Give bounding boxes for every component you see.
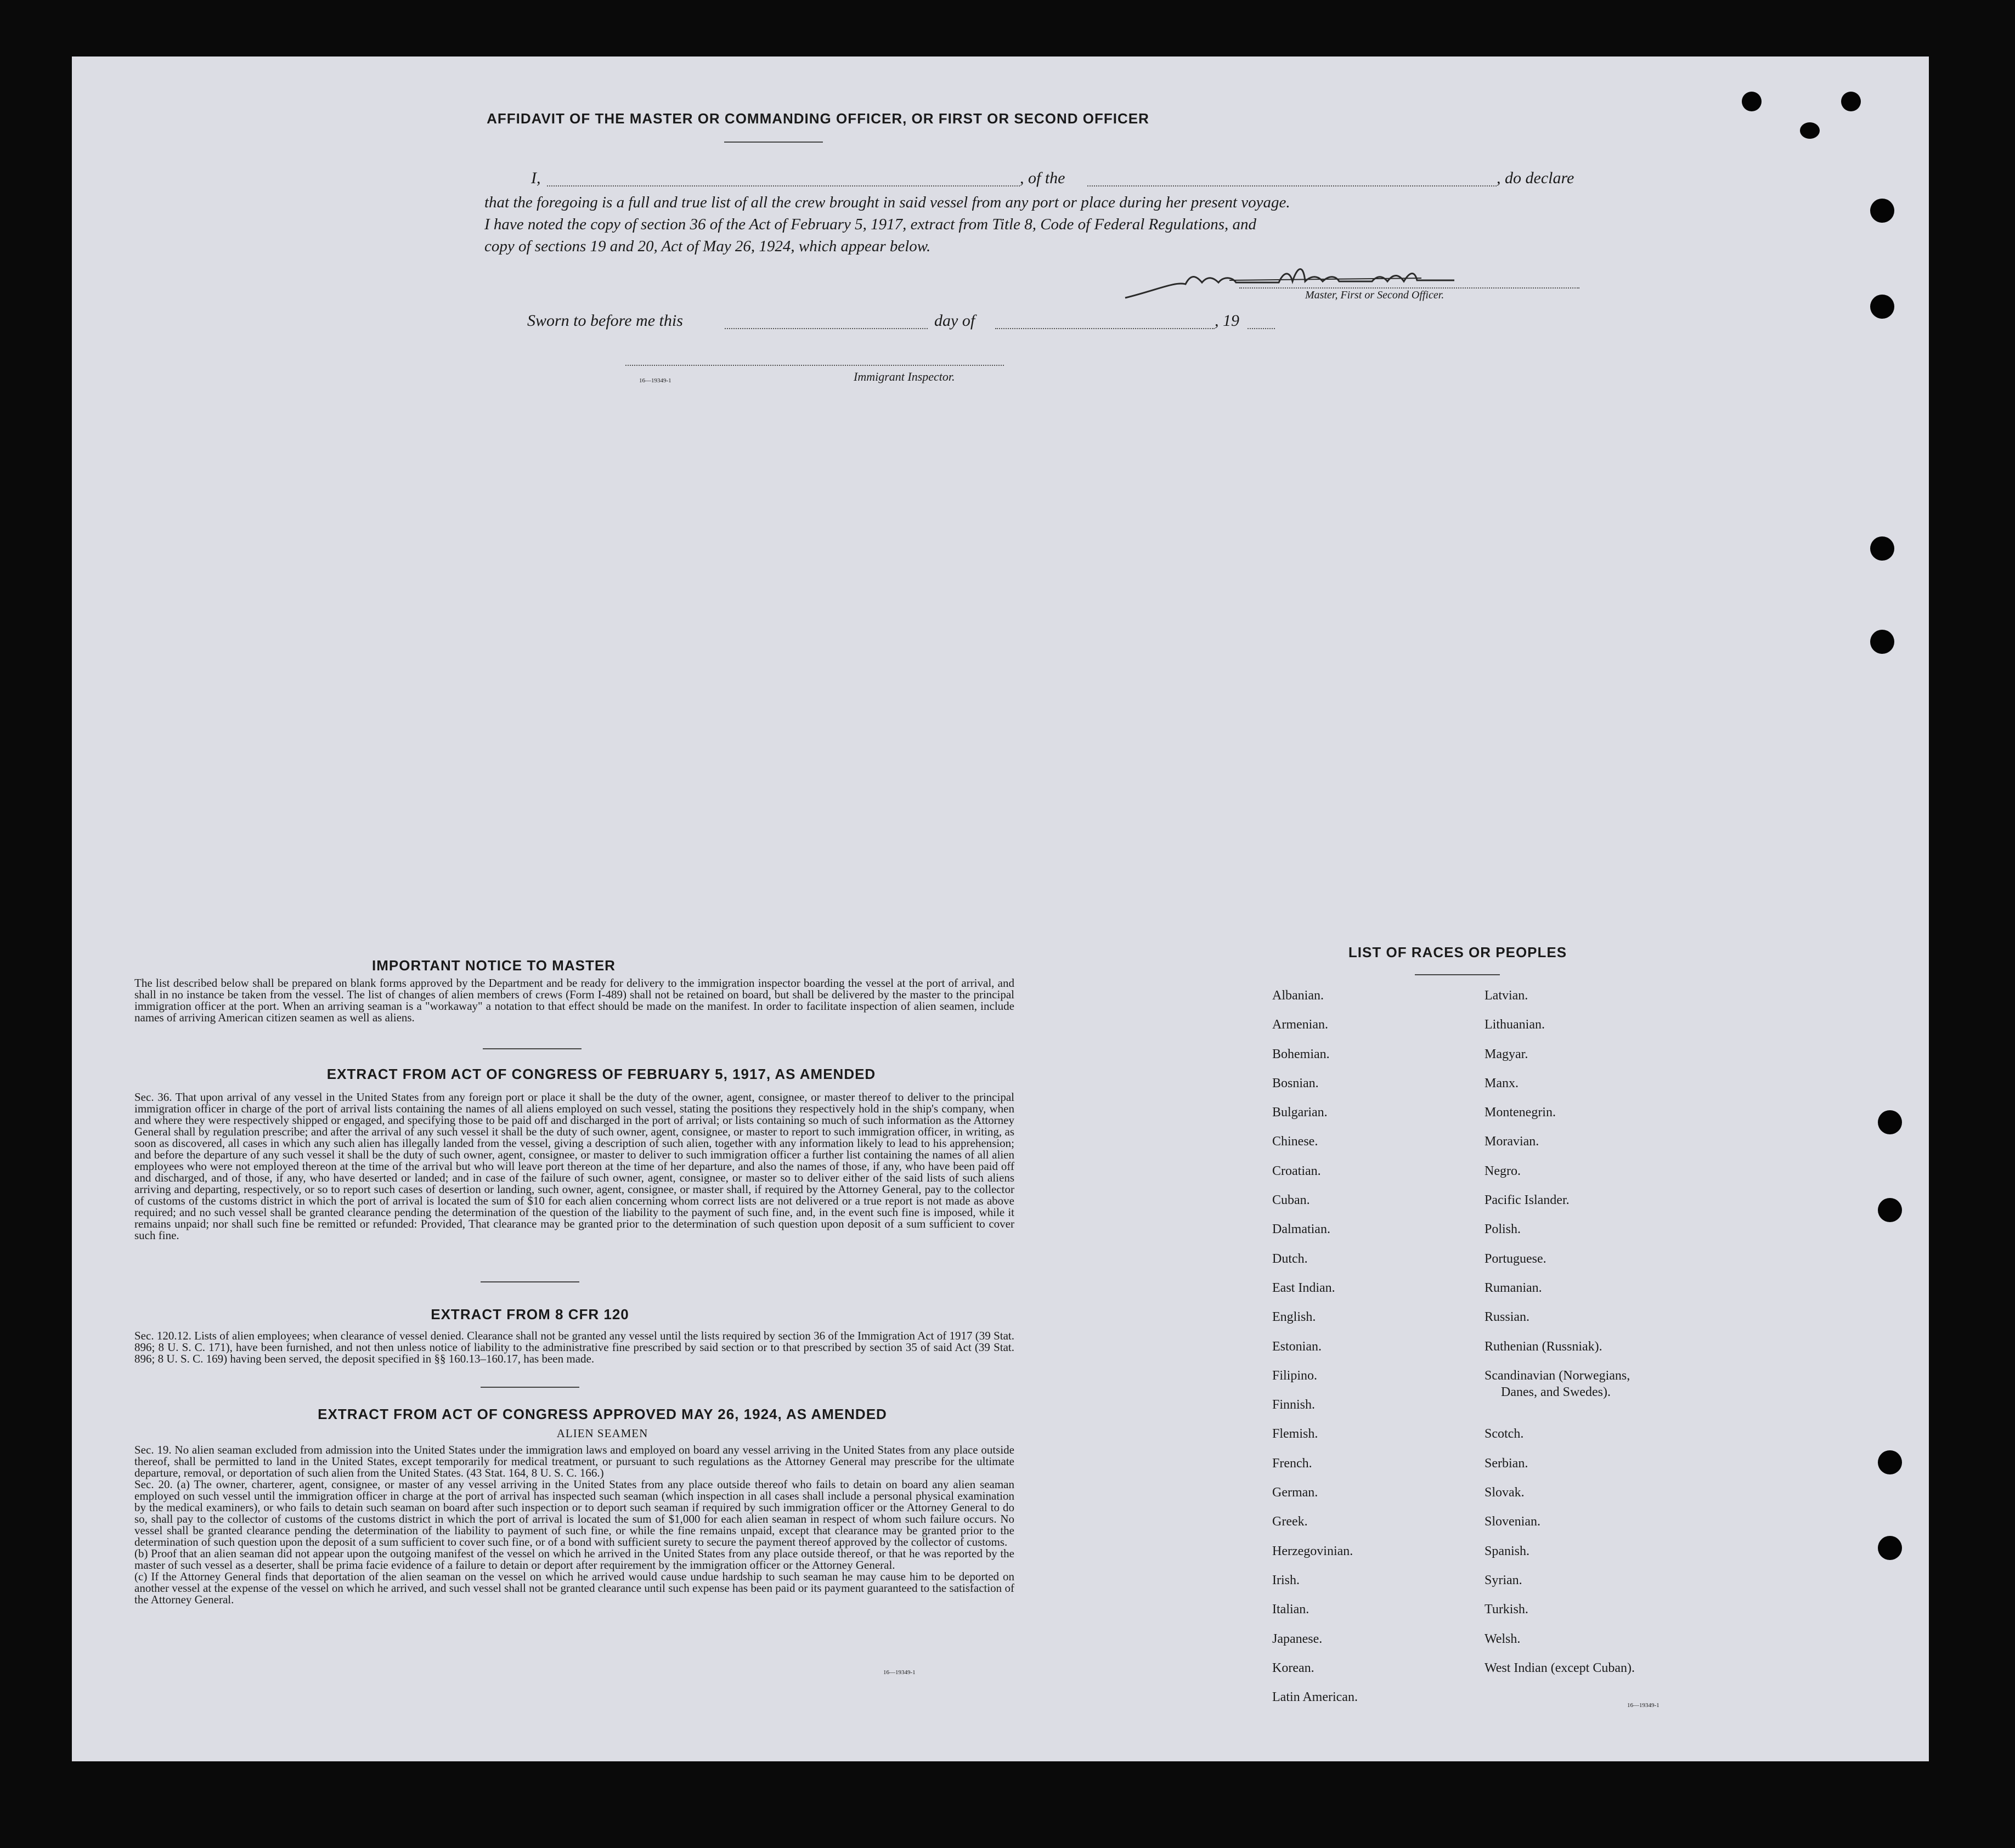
form-number-top: 16—19349-1	[639, 377, 671, 384]
race-entry: Russian.	[1485, 1310, 1530, 1325]
punch-hole	[1878, 1450, 1902, 1474]
race-entry: Welsh.	[1485, 1631, 1521, 1646]
race-entry: Croatian.	[1272, 1163, 1321, 1178]
race-entry: German.	[1272, 1485, 1318, 1500]
extract-1917-title: EXTRACT FROM ACT OF CONGRESS OF FEBRUARY 5, 1917, AS AMENDED	[326, 1066, 876, 1082]
race-entry: Dalmatian.	[1272, 1222, 1330, 1237]
notice-title: IMPORTANT NOTICE TO MASTER	[372, 957, 616, 974]
race-entry: Ruthenian (Russniak).	[1485, 1339, 1602, 1354]
label-sworn: Sworn to before me this	[527, 312, 683, 330]
extract-1917-body: Sec. 36. That upon arrival of any vessel in the United States from any foreign port or place it shall be the duty of the owner, agent, consignee, or master thereof to deliver to the principal immigration officer in charge of the port of arrival lists containing the names of all aliens employed on such vessel, stating the positions they respectively hold in the ship's company, when and where they were respectively shipped or engaged, and specifying those to be paid off and discharged in the port of arrival; or lists containing so much of such information as the Attorney General shall by regulation prescribe; and after the arrival of any such vessel it shall be the duty of such owner, agent, consignee, or master to report to such immigration officer, in writing, as soon as discovered, all cases in which any such alien has illegally landed from the vessel, giving a description of such alien, together with any information likely to lead to his apprehension; and before the departure of any such vessel it shall be the duty of such owner, agent, consignee, or master to deliver to such immigration officer a further list containing the names of all alien employees who were not employed thereon at the time of the arrival but who will leave port thereon at the time of her departure, and also the names of those, if any, who have been paid off and discharged, and of those, if any, who have deserted or landed; and in case of the failure of such owner, agent, consignee, or master so to deliver either of the said lists of such aliens arriving and departing, respectively, or so to report such cases of desertion or landing, such owner, agent, consignee, or master shall, if required by the Attorney General, pay to the collector of customs of the customs district in which the port of arrival is located the sum of $10 for each alien concerning whom correct lists are not delivered or a true report is not made as above required; and no such vessel shall be granted clearance pending the determination of the question of the liability to the payment of such fine, and, in the event such fine is imposed, while it remains unpaid; nor shall such fine be remitted or refunded: Provided, That clearance may be granted prior to the determination of such question upon deposit of a sum sufficient to cover such fine.	[134, 1090, 1014, 1242]
race-entry: Cuban.	[1272, 1193, 1310, 1208]
race-entry: Magyar.	[1485, 1047, 1528, 1061]
race-entry: Flemish.	[1272, 1427, 1318, 1442]
race-entry: Bosnian.	[1272, 1076, 1319, 1090]
sworn-line	[72, 312, 1929, 334]
race-entry: West Indian (except Cuban).	[1485, 1660, 1635, 1675]
race-entry: Finnish.	[1272, 1398, 1316, 1412]
race-entry: Pacific Islander.	[1485, 1193, 1570, 1208]
race-entry: Manx.	[1485, 1076, 1519, 1090]
affidavit-title: AFFIDAVIT OF THE MASTER OR COMMANDING OFFICER, OR FIRST OR SECOND OFFICER	[487, 110, 1149, 127]
race-entry: Japanese.	[1272, 1631, 1323, 1646]
race-entry: Armenian.	[1272, 1018, 1328, 1032]
notice-body: The list described below shall be prepared on blank forms approved by the Department and be ready for delivery to the immigration inspector boarding the vessel at the port of arrival, and shall in no instance be taken from the vessel. The list of changes of alien members of crews (Form I-489) shall not be retained on board, but shall be delivered by the master to the principal immigration officer at the port. When an arriving seaman is a "workaway" a notation to that effect should be made on the manifest. In order to facilitate inspection of alien seamen, include names of arriving American citizen seamen as well as aliens.	[134, 976, 1014, 1024]
label-declare: , do declare	[1497, 169, 1574, 187]
sworn-day-field[interactable]	[725, 328, 928, 329]
race-entry: Spanish.	[1485, 1544, 1530, 1558]
race-entry: Latin American.	[1272, 1690, 1358, 1705]
race-entry: East Indian.	[1272, 1280, 1335, 1295]
race-entry: Filipino.	[1272, 1368, 1318, 1383]
race-entry: French.	[1272, 1456, 1312, 1471]
race-entry: Slovak.	[1485, 1485, 1525, 1500]
punch-hole	[1870, 199, 1894, 223]
race-entry: Montenegrin.	[1485, 1105, 1556, 1120]
extract-1924-body	[134, 1444, 1014, 1606]
punch-hole	[1841, 92, 1861, 111]
race-entry: Slovenian.	[1485, 1514, 1540, 1529]
signature-caption: Master, First or Second Officer.	[1305, 289, 1444, 301]
extract-1917-rule	[481, 1281, 579, 1282]
form-number-bottom-left: 16—19349-1	[883, 1669, 916, 1676]
race-entry-continuation: Danes, and Swedes).	[1501, 1384, 1611, 1399]
extract-cfr-rule	[481, 1387, 579, 1388]
race-entry: Turkish.	[1485, 1602, 1528, 1617]
extract-cfr-title: EXTRACT FROM 8 CFR 120	[431, 1306, 629, 1323]
race-entry: Rumanian.	[1485, 1280, 1542, 1295]
races-rule	[1415, 974, 1500, 975]
sworn-year-field[interactable]	[1248, 328, 1275, 329]
race-entry: Irish.	[1272, 1573, 1300, 1587]
punch-hole	[1870, 536, 1894, 561]
punch-hole	[1800, 122, 1820, 139]
sec-20a: Sec. 20. (a) The owner, charterer, agent, consignee, or master of any vessel arriving in the United States from any place outside thereof who fails to detain on board any alien seaman employed on such vessel until the immigration officer in charge at the port of arrival has inspected such seaman (which inspection in all cases shall include a personal physical examination by the medical examiners), or who fails to detain such seaman on board after such inspection or to deport such seaman if required by such immigration officer or the Attorney General to do so, shall pay to the collector of customs of the customs district in which the port of arrival is located the sum of $1,000 for each alien seaman in respect of whom such failure occurs. No vessel shall be granted clearance pending the determination of the liability to payment of such fine, or while the fine remains unpaid, except that clearance may be granted prior to the determination of such question upon the deposit of a sum sufficient to cover such fine, or of a bond with sufficient surety to secure the payment thereof approved by the collector of customs.	[134, 1478, 1014, 1549]
race-entry: Greek.	[1272, 1514, 1308, 1529]
punch-hole	[1742, 92, 1762, 111]
race-entry: Estonian.	[1272, 1339, 1322, 1354]
race-entry: Moravian.	[1485, 1134, 1539, 1149]
label-of-the: , of the	[1020, 169, 1065, 187]
label-i: I,	[531, 169, 541, 187]
sec-20c: (c) If the Attorney General finds that deportation of the alien seaman on the vessel on which he arrived would cause undue hardship to such seaman he may cause him to be deported on another vessel at the expense of the vessel on which he arrived, and such vessel shall not be granted clearance until such expense has been paid or its payment guaranteed to the satisfaction of the Attorney General.	[134, 1570, 1014, 1606]
inspector-signature-line[interactable]	[625, 365, 1004, 366]
inspector-caption: Immigrant Inspector.	[854, 370, 955, 383]
sec-19: Sec. 19. No alien seaman excluded from admission into the United States under the immigration laws and employed on board any vessel arriving in the United States from any place outside thereof, shall be permitted to land in the United States, except temporarily for medical treatment, or pursuant to such regulations as the Attorney General may prescribe for the ultimate departure, removal, or deportation of such alien from the United States. (43 Stat. 164, 8 U. S. C. 166.)	[134, 1443, 1014, 1479]
punch-hole	[1870, 295, 1894, 319]
races-left-column	[1272, 987, 1358, 1718]
race-entry: Syrian.	[1485, 1573, 1522, 1587]
extract-1924-title: EXTRACT FROM ACT OF CONGRESS APPROVED MAY 26, 1924, AS AMENDED	[318, 1406, 887, 1422]
race-entry: Scandinavian (Norwegians, Danes, and Swedes).	[1485, 1367, 1635, 1426]
signature-line[interactable]	[1239, 287, 1579, 289]
race-entry: Bulgarian.	[1272, 1105, 1328, 1120]
race-entry: Herzegovinian.	[1272, 1544, 1353, 1558]
sworn-month-field[interactable]	[995, 328, 1215, 329]
races-right-column	[1485, 987, 1635, 1689]
form-sheet	[72, 56, 1929, 1761]
race-entry: Negro.	[1485, 1163, 1521, 1178]
punch-hole	[1870, 630, 1894, 654]
race-entry: Lithuanian.	[1485, 1018, 1545, 1032]
affidavit-line4: copy of sections 19 and 20, Act of May 26, 1924, which appear below.	[484, 238, 931, 255]
race-entry: Albanian.	[1272, 988, 1324, 1003]
race-entry: Dutch.	[1272, 1251, 1308, 1266]
affidavit-line3: I have noted the copy of section 36 of the Act of February 5, 1917, extract from Title 8, Code of Federal Regulations, and	[484, 216, 1257, 233]
race-entry: Bohemian.	[1272, 1047, 1330, 1061]
punch-hole	[1878, 1536, 1902, 1560]
race-entry: Korean.	[1272, 1660, 1314, 1675]
affidavit-line1	[72, 169, 1929, 191]
race-entry: Latvian.	[1485, 988, 1528, 1003]
sec-20b: (b) Proof that an alien seaman did not appear upon the outgoing manifest of the vessel on which he arrived in the United States from any place outside thereof, or that he was reported by the master of such vessel as a deserter, shall be prima facie evidence of a failure to detain or deport after requirement by the immigration officer or the Attorney General.	[134, 1547, 1014, 1572]
alien-seamen-subtitle: ALIEN SEAMEN	[556, 1427, 648, 1440]
punch-hole	[1878, 1110, 1902, 1134]
punch-hole	[1878, 1198, 1902, 1222]
race-entry: English.	[1272, 1310, 1316, 1325]
races-title: LIST OF RACES OR PEOPLES	[1348, 944, 1567, 960]
vessel-field[interactable]	[1087, 185, 1497, 187]
affidavit-line2: that the foregoing is a full and true list of all the crew brought in said vessel from any port or place during her present voyage.	[484, 194, 1290, 211]
title-rule	[724, 142, 823, 143]
race-entry: Italian.	[1272, 1602, 1310, 1617]
race-entry: Chinese.	[1272, 1134, 1318, 1149]
notice-rule	[483, 1048, 582, 1049]
race-entry: Portuguese.	[1485, 1251, 1546, 1266]
race-entry: Serbian.	[1485, 1456, 1528, 1471]
extract-cfr-body: Sec. 120.12. Lists of alien employees; when clearance of vessel denied. Clearance shall not be granted any vessel until the lists required by section 36 of the Immigration Act of 1917 (39 Stat. 896; 8 U. S. C. 171), have been furnished, and not then unless notice of liability to the administrative fine prescribed by said section or to that prescribed by section 35 of said Act (39 Stat. 896; 8 U. S. C. 169) having been served, the deposit specified in §§ 160.13–160.17, has been made.	[134, 1329, 1014, 1365]
race-entry: Polish.	[1485, 1222, 1521, 1237]
name-field[interactable]	[547, 185, 1020, 187]
label-day-of: day of	[934, 312, 975, 330]
form-number-bottom-right: 16—19349-1	[1627, 1702, 1660, 1709]
label-year: , 19	[1215, 312, 1239, 330]
race-entry: Scotch.	[1485, 1427, 1524, 1442]
